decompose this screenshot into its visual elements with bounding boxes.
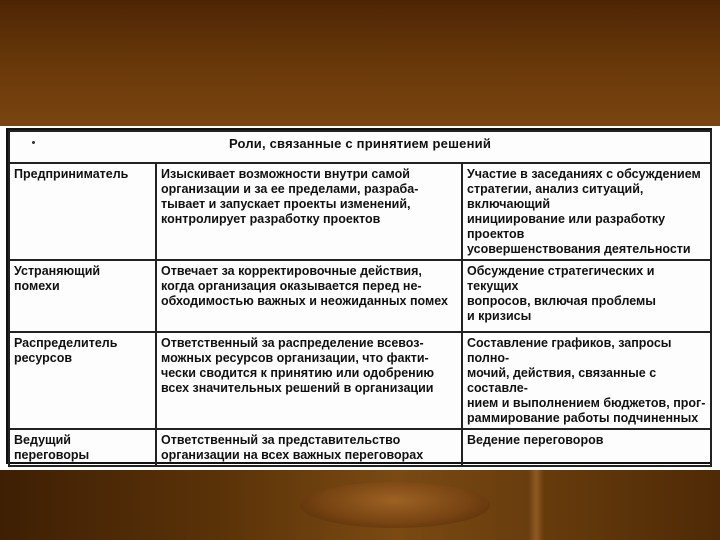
role-name-cell: Устраняющий помехи [9,260,156,332]
background-top [0,0,720,130]
role-description-cell: Отвечает за корректировочные действия, когда организация оказывается перед не- обходимостью важных и неожиданных помех [156,260,462,332]
roles-table-frame [6,128,712,464]
role-description-cell: Ответственный за представительство организации на всех важных переговорах [156,429,462,466]
table-title: Роли, связанные с принятием решений [9,131,711,163]
role-activities-cell: Ведение переговоров [462,429,711,466]
role-description-cell: Изыскивает возможности внутри самой организации и за ее пределами, разраба- тывает и запускает проекты изменений, контролирует разработку проектов [156,163,462,260]
role-name-cell: Предприниматель [9,163,156,260]
decorative-bowl-image [300,482,490,528]
table-row [9,429,711,466]
table-header-row [9,131,711,163]
role-activities-cell: Участие в заседаниях с обсуждением стратегии, анализ ситуаций, включающий инициирование или разработку проектов усовершенствования деятельности [462,163,711,260]
bullet-dot-icon [32,141,35,144]
table-row [9,163,711,260]
decorative-post-image [528,470,544,540]
role-activities-cell: Обсуждение стратегических и текущих вопросов, включая проблемы и кризисы [462,260,711,332]
table-row [9,332,711,429]
role-name-cell: Распределитель ресурсов [9,332,156,429]
role-description-cell: Ответственный за распределение всевоз- можных ресурсов организации, что факти- чески сводится к принятию или одобрению всех значительных решений в организации [156,332,462,429]
roles-table [8,130,712,467]
table-row [9,260,711,332]
role-activities-cell: Составление графиков, запросы полно- мочий, действия, связанные с составле- нием и выполнением бюджетов, прог- раммирование работы подчиненных [462,332,711,429]
role-name-cell: Ведущий переговоры [9,429,156,466]
